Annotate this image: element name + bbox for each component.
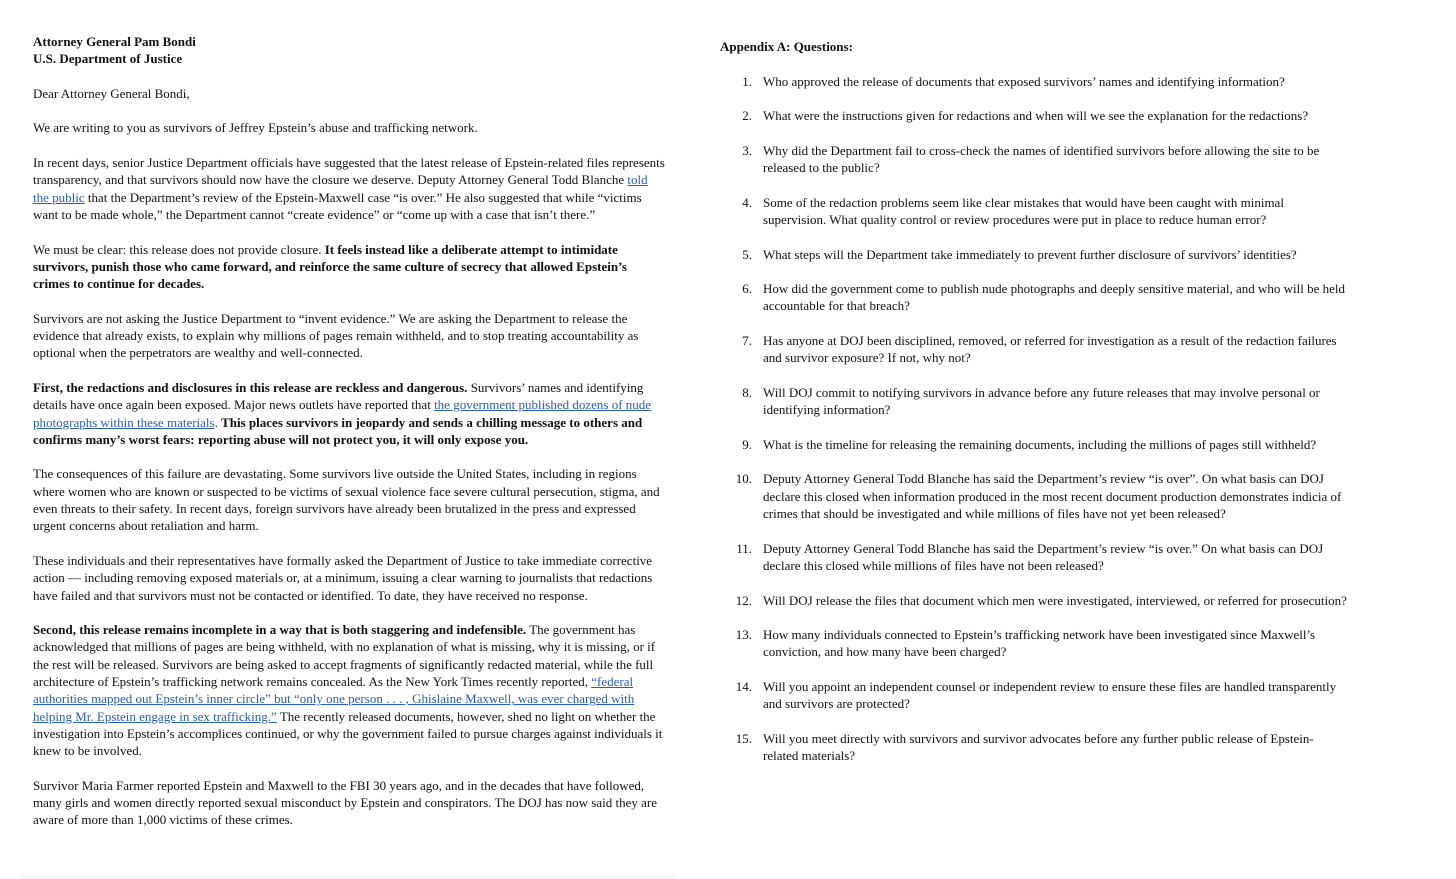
question-number: 8. (742, 384, 752, 400)
question-text: Some of the redaction problems seem like clear mistakes that would have been caught with minimal supervision. What quality control or review procedures were put in place to reduce human error? (763, 194, 1284, 227)
question-item (720, 470, 1348, 522)
question-item (720, 142, 1348, 177)
paragraph-text: Survivors’ names and identifying details have once again been exposed. Major news outlets have reported that (33, 379, 644, 413)
question-text: Why did the Department fail to cross-check the names of identified survivors before allowing the site to be released to the public? (763, 142, 1320, 176)
paragraph-text: In recent days, senior Justice Department officials have suggested that the latest release of Epstein-related files represents transparency, and that survivors should now have the closure we deserve. Deputy Attorney General Todd Blanche (33, 155, 665, 188)
question-item (720, 540, 1348, 575)
question-text: What steps will the Department take immediately to prevent further disclosure of survivors’ identities? (763, 246, 1297, 262)
letter-paragraph (33, 552, 665, 604)
question-text: Who approved the release of documents that exposed survivors’ names and identifying information? (763, 73, 1285, 89)
question-text: Will you appoint an independent counsel or independent review to ensure these files are handled transparently and survivors are protected? (763, 678, 1337, 712)
bold-text: First, the redactions and disclosures in this release are reckless and dangerous. (33, 379, 468, 395)
paragraph-text: Survivors are not asking the Justice Department to “invent evidence.” We are asking the Department to release the evidence that already exists, to explain why millions of pages remain withheld, and to stop treating accountability as optional when the perpetrators are wealthy and well-connected. (33, 310, 639, 361)
paragraph-text: We must be clear: this release does not provide closure. (33, 241, 325, 257)
question-text: Has anyone at DOJ been disciplined, removed, or referred for investigation as a result of the redaction failures and survivor exposure? If not, why not? (763, 333, 1337, 366)
paragraph-text: The recently released documents, however, shed no light on whether the investigation into Epstein’s accomplices continued, or why the government failed to pursue charges against individuals it knew to be involved. (33, 708, 663, 759)
letter-paragraph (33, 241, 665, 293)
question-item (720, 107, 1348, 124)
bold-text: Second, this release remains incomplete in a way that is both staggering and indefensible. (33, 622, 527, 638)
question-number: 6. (742, 281, 752, 297)
question-item (720, 280, 1348, 315)
bold-text: This places survivors in jeopardy and sends a chilling message to others and confirms many’s worst fears: reporting abuse will not protect you, it will only expose you. (33, 414, 643, 447)
question-number: 11. (736, 540, 752, 556)
paragraph-text: The consequences of this failure are devastating. Some survivors live outside the United States, including in regions where women who are known or suspected to be victims of sexual violence face severe cultural persecution, stigma, and even threats to their safety. In recent days, foreign survivors have already been brutalized in the press and expressed urgent concerns about retaliation and harm. (33, 466, 660, 534)
letter-page (33, 33, 665, 846)
inline-link[interactable]: told the public (33, 172, 648, 205)
question-item (720, 626, 1348, 661)
question-number: 14. (735, 678, 752, 694)
question-text: What were the instructions given for redactions and when will we see the explanation for the redactions? (763, 108, 1309, 124)
question-list (720, 73, 1360, 765)
addressee-name: Attorney General Pam Bondi (33, 34, 196, 49)
question-text: Will DOJ release the files that document which men were investigated, interviewed, or referred for prosecution? (763, 592, 1347, 608)
question-item (720, 332, 1348, 367)
question-item (720, 246, 1348, 263)
question-item (720, 730, 1348, 765)
question-text: How many individuals connected to Epstein’s trafficking network have been investigated since Maxwell’s conviction, and how many have been charged? (763, 627, 1316, 660)
question-number: 12. (735, 592, 752, 608)
question-item (720, 592, 1348, 609)
inline-link[interactable]: “federal authorities mapped out Epstein’s inner circle” but “only one person . . . , Ghislaine Maxwell, was ever charged with helping Mr. Epstein engage in sex trafficking.” (33, 673, 635, 724)
page-edge-shadow (20, 873, 676, 879)
question-item (720, 384, 1348, 419)
letter-paragraph (33, 379, 665, 448)
question-item (720, 436, 1348, 453)
letter-paragraph (33, 310, 665, 362)
paragraph-text: These individuals and their representatives have formally asked the Department of Justice to take immediate corrective action — including removing exposed materials or, at a minimum, issuing a clear warning to journalists that redactions have failed and that survivors must not be contacted or identified. To date, they have received no response. (33, 552, 653, 603)
question-item (720, 194, 1348, 229)
question-number: 9. (742, 436, 752, 452)
appendix-title: Appendix A: Questions: (720, 39, 853, 54)
letter-paragraph (33, 154, 665, 223)
addressee-org: U.S. Department of Justice (33, 51, 183, 67)
paragraph-text: The government has acknowledged that millions of pages are being withheld, with no explanation of what is missing, why it is missing, or if the rest will be released. Survivors are being asked to accept fragments of significantly redacted material, while the full architecture of Epstein’s trafficking network remains concealed. As the New York Times recently reported, (33, 622, 656, 689)
bold-text: It feels instead like a deliberate attempt to intimidate survivors, punish those who came forward, and reinforce the same culture of secrecy that allowed Epstein’s crimes to continue for decades. (33, 241, 627, 292)
paragraph-text: Survivor Maria Farmer reported Epstein and Maxwell to the FBI 30 years ago, and in the decades that have followed, many girls and women directly reported sexual misconduct by Epstein and conspirators. The DOJ has now said they are aware of more than 1,000 victims of these crimes. (33, 777, 657, 828)
question-number: 3. (742, 142, 752, 158)
paragraph-text: We are writing to you as survivors of Jeffrey Epstein’s abuse and trafficking network. (33, 120, 478, 136)
letter-paragraph (33, 777, 665, 829)
question-number: 10. (735, 471, 752, 487)
letter-paragraph (33, 621, 665, 759)
question-text: Deputy Attorney General Todd Blanche has said the Department’s review “is over”. On what basis can DOJ declare this closed when information produced in the most recent document production demonstrates indicia of crimes that should be investigated and while millions of files have not yet been released? (763, 471, 1342, 522)
question-text: Will DOJ commit to notifying survivors in advance before any future releases that may involve personal or identifying information? (763, 384, 1320, 418)
question-number: 7. (742, 333, 752, 349)
question-text: Will you meet directly with survivors and survivor advocates before any further public release of Epstein-related materials? (763, 730, 1314, 764)
appendix-page (720, 38, 1360, 782)
paragraph-text: that the Department’s review of the Epstein-Maxwell case “is over.” He also suggested that while “victims want to be made whole,” the Department cannot “create evidence” or “come up with a case that isn’t there.” (33, 189, 642, 222)
inline-link[interactable]: the government published dozens of nude photographs within these materials (33, 397, 652, 430)
question-text: Deputy Attorney General Todd Blanche has said the Department’s review “is over.” On what basis can DOJ declare this closed while millions of files have not been released? (763, 540, 1324, 573)
paragraph-text: . (214, 414, 222, 430)
letter-body (33, 119, 665, 828)
question-number: 15. (735, 730, 752, 746)
question-text: How did the government come to publish nude photographs and deeply sensitive material, and who will be held accountable for that breach? (763, 281, 1345, 314)
question-item (720, 73, 1348, 90)
addressee-block (33, 33, 665, 68)
salutation: Dear Attorney General Bondi, (33, 85, 190, 101)
question-number: 5. (742, 246, 752, 262)
question-number: 1. (742, 73, 752, 89)
question-text: What is the timeline for releasing the remaining documents, including the millions of pages still withheld? (763, 436, 1317, 452)
question-number: 2. (742, 108, 752, 124)
question-number: 13. (735, 627, 752, 643)
question-number: 4. (742, 194, 752, 210)
letter-paragraph (33, 119, 665, 136)
question-item (720, 678, 1348, 713)
letter-paragraph (33, 465, 665, 534)
